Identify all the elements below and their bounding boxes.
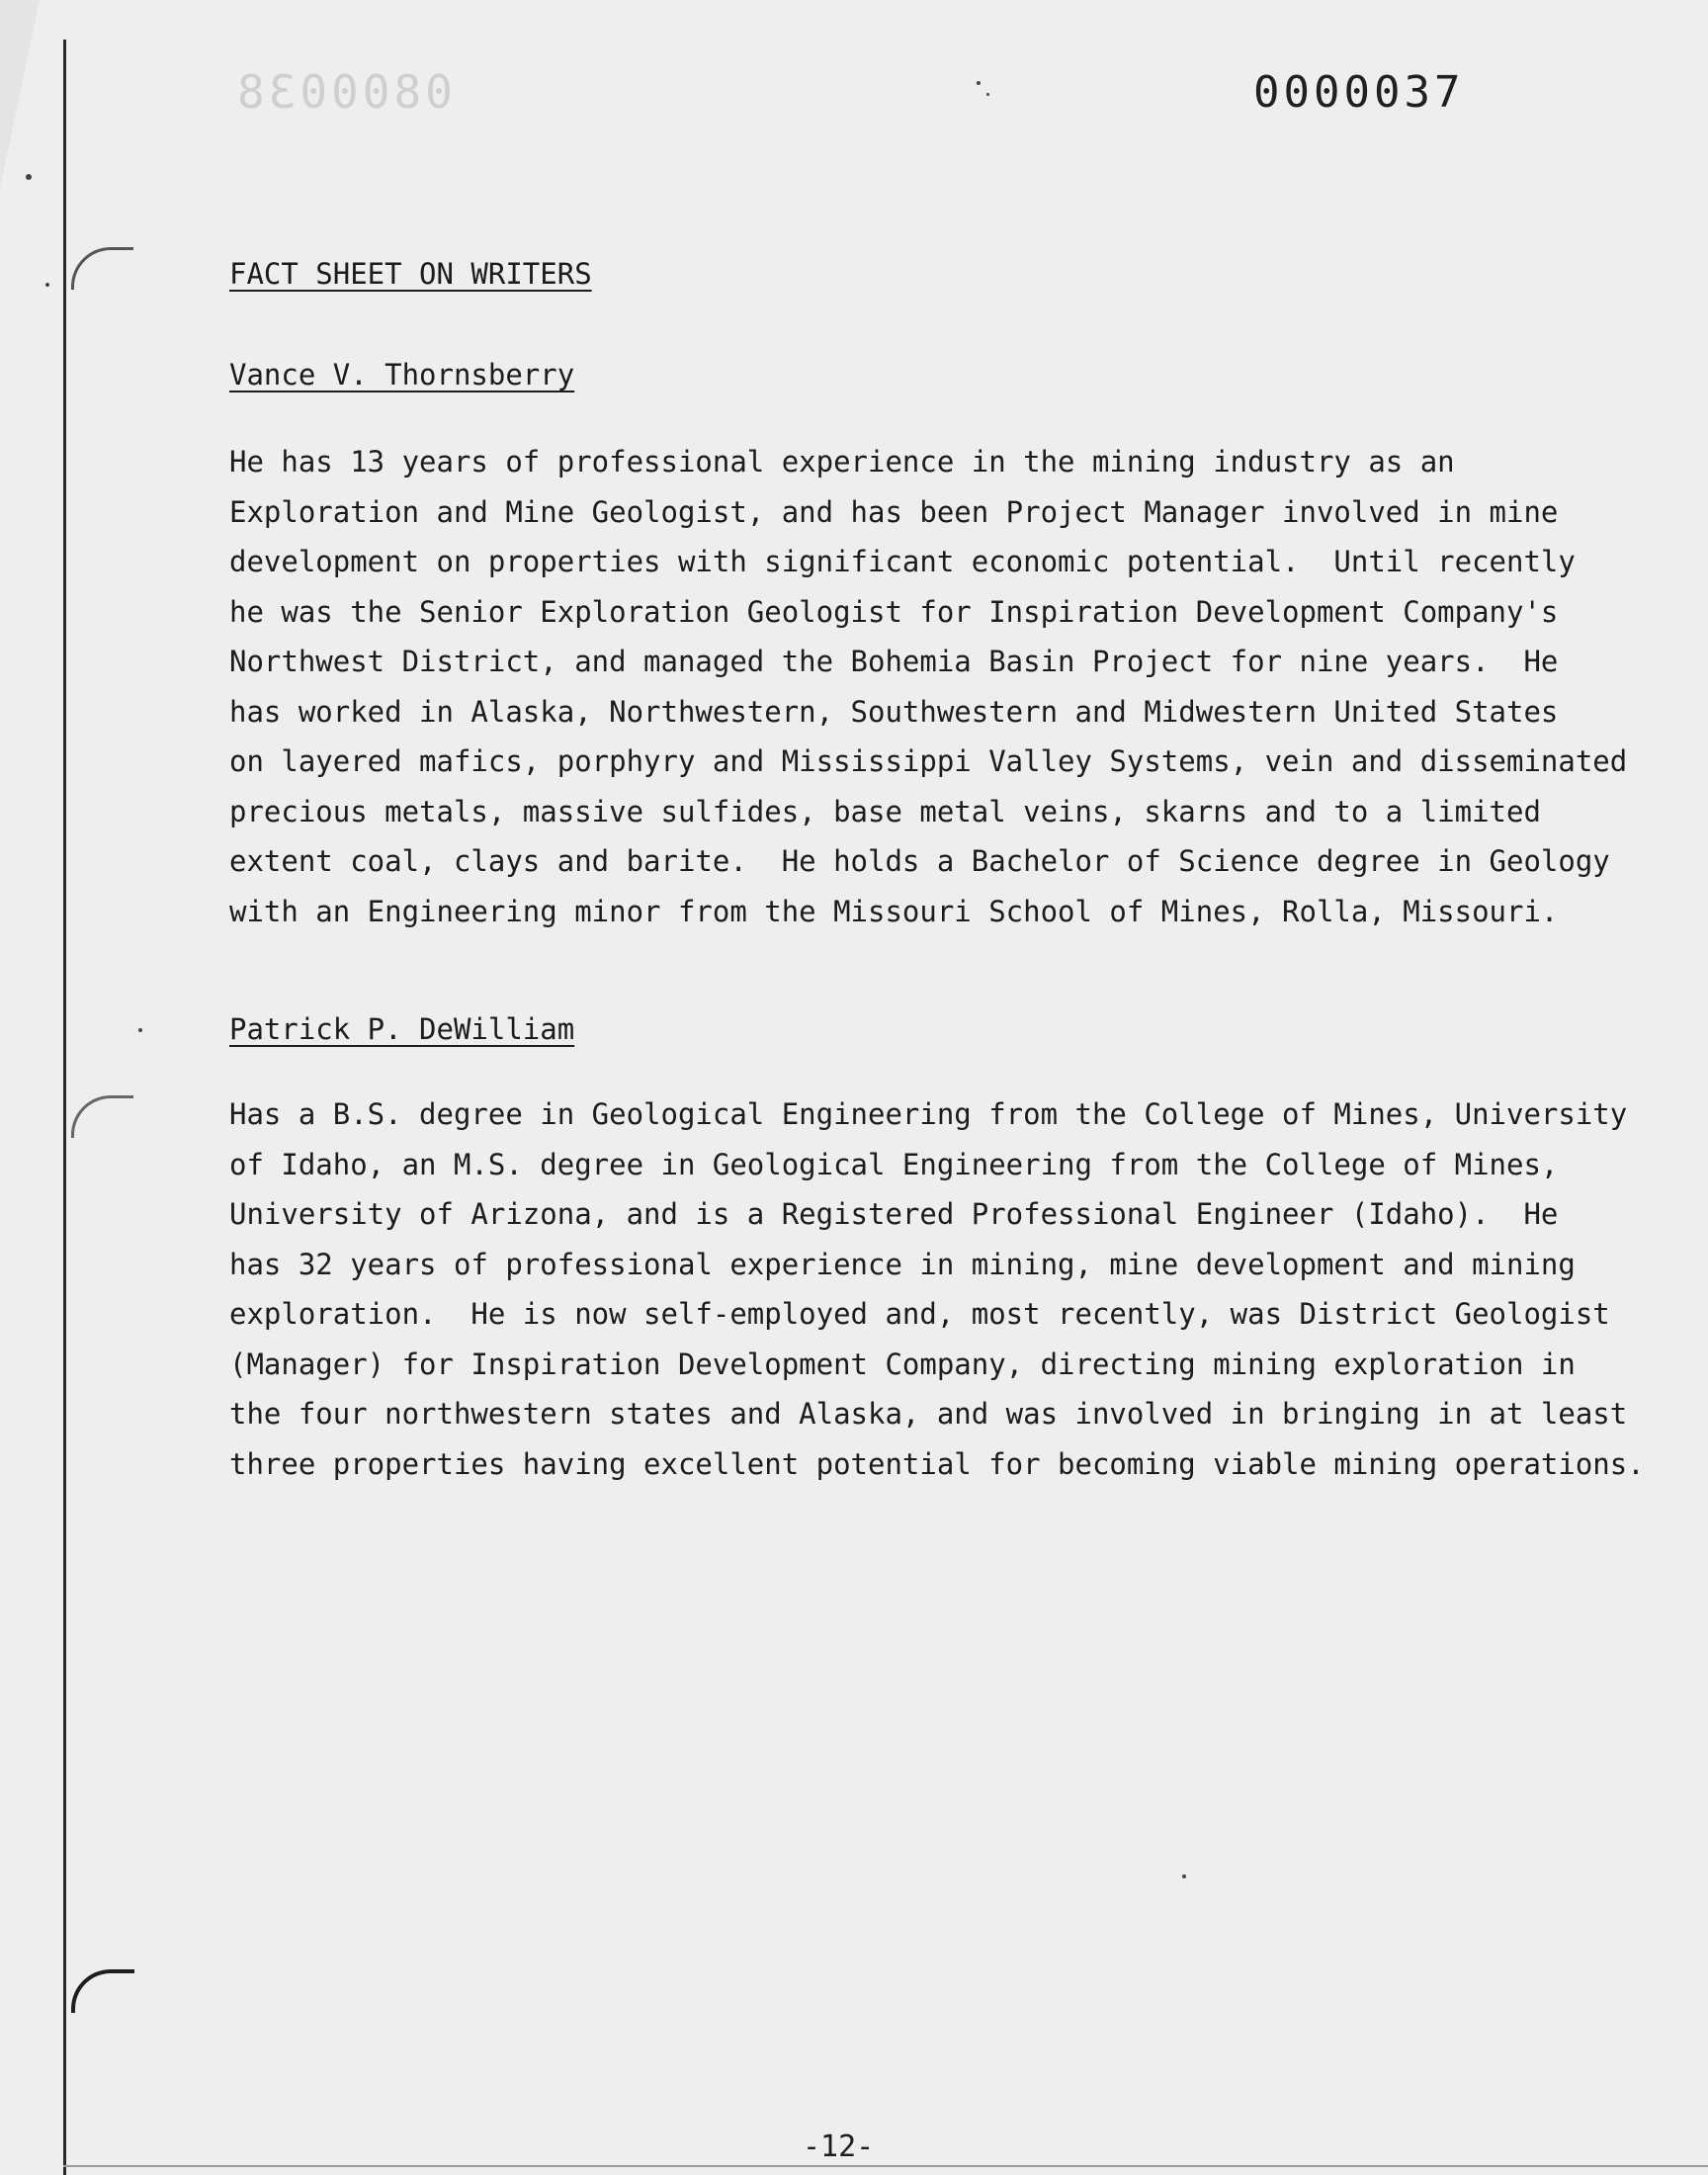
bio-line: he was the Senior Exploration Geologist for Inspiration Development Company's	[229, 594, 1559, 629]
page-bottom-edge	[63, 2165, 1708, 2167]
scan-speck	[26, 174, 32, 180]
bio-line: on layered mafics, porphyry and Mississippi Valley Systems, vein and disseminated	[229, 744, 1628, 778]
scan-speck	[1182, 1874, 1186, 1878]
punch-hole-mark-icon	[71, 1095, 133, 1138]
bio-line: University of Arizona, and is a Registered Professional Engineer (Idaho). He	[229, 1197, 1559, 1231]
bio-line: Exploration and Mine Geologist, and has been Project Manager involved in mine	[229, 494, 1559, 529]
writer-name-heading: Patrick P. DeWilliam	[229, 1012, 575, 1046]
bio-line: of Idaho, an M.S. degree in Geological Engineering from the College of Mines,	[229, 1147, 1559, 1181]
bio-line: exploration. He is now self-employed and, most recently, was District Geologist	[229, 1297, 1610, 1331]
writer-bio-paragraph	[229, 1089, 1653, 1489]
bio-line: has 32 years of professional experience in mining, mine development and mining	[229, 1247, 1576, 1281]
bio-line: the four northwestern states and Alaska, and was involved in bringing in at least	[229, 1397, 1628, 1431]
document-number: 0000037	[1253, 67, 1465, 118]
bio-line: extent coal, clays and barite. He holds a Bachelor of Science degree in Geology	[229, 844, 1610, 878]
bio-line: with an Engineering minor from the Missouri School of Mines, Rolla, Missouri.	[229, 894, 1559, 928]
page-fold-shadow	[0, 0, 40, 188]
bio-line: Has a B.S. degree in Geological Engineering from the College of Mines, University	[229, 1097, 1628, 1131]
scan-speck	[45, 283, 49, 287]
scan-speck	[138, 1028, 142, 1032]
writer-bio-paragraph	[229, 437, 1653, 936]
bleed-through-number: 0800038	[233, 65, 453, 119]
punch-hole-mark-icon	[71, 247, 133, 290]
bio-line: development on properties with significant economic potential. Until recently	[229, 545, 1576, 578]
bio-line: Northwest District, and managed the Bohemia Basin Project for nine years. He	[229, 645, 1559, 678]
bio-line: He has 13 years of professional experience in the mining industry as an	[229, 445, 1455, 478]
scan-speck	[977, 81, 981, 85]
bio-line: three properties having excellent potential for becoming viable mining operations.	[229, 1446, 1645, 1481]
bio-line: precious metals, massive sulfides, base metal veins, skarns and to a limited	[229, 794, 1541, 828]
writer-name-heading: Vance V. Thornsberry	[229, 358, 575, 392]
scan-speck	[986, 93, 989, 96]
bio-line: (Manager) for Inspiration Development Company, directing mining exploration in	[229, 1347, 1576, 1381]
page-number: -12-	[803, 2130, 875, 2164]
binding-edge-line	[63, 40, 66, 2175]
bio-line: has worked in Alaska, Northwestern, Southwestern and Midwestern United States	[229, 694, 1559, 729]
punch-hole-mark-icon	[71, 1969, 134, 2013]
document-title: FACT SHEET ON WRITERS	[229, 257, 592, 291]
